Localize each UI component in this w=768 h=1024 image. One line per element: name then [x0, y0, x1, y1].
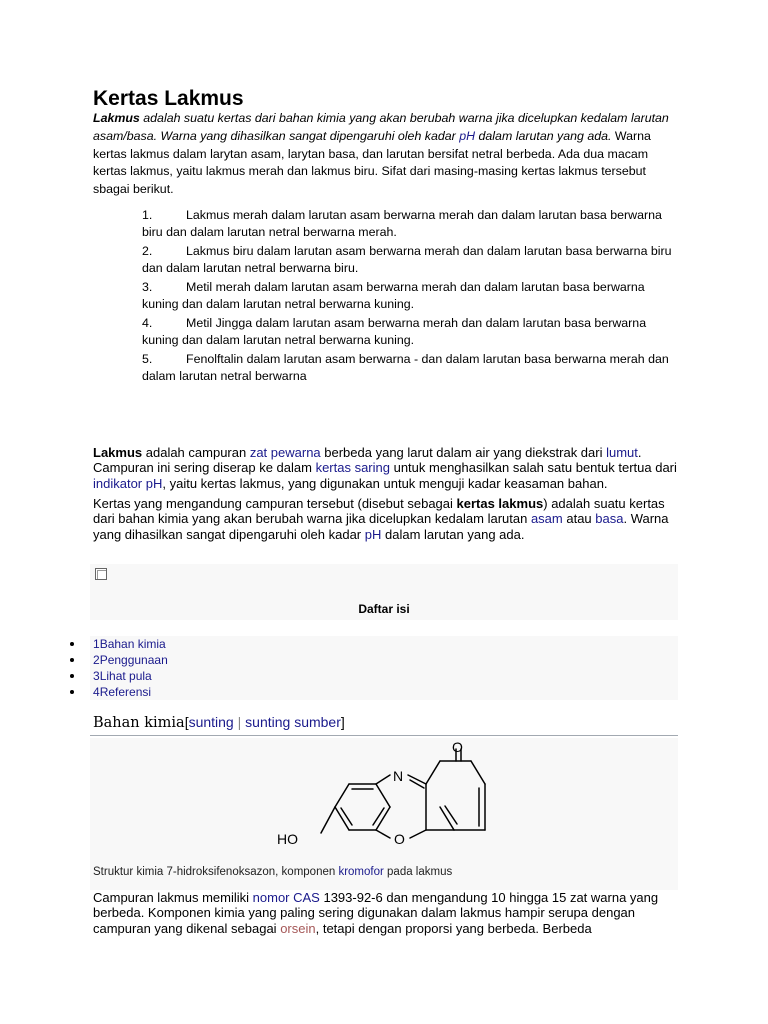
para2-text: Kertas yang mengandung campuran tersebut (disebut sebagai: [93, 496, 457, 511]
toc-number: 2: [93, 653, 100, 667]
para2-text: . Warna yang dihasilkan sangat dipengaruhi oleh kadar: [93, 511, 669, 542]
ph-link-2[interactable]: pH: [364, 526, 382, 542]
kromofor-link[interactable]: kromofor: [338, 866, 384, 878]
toc-link[interactable]: [93, 637, 166, 651]
para1-text: , yaitu kertas lakmus, yang digunakan untuk menguji kadar keasaman bahan.: [162, 475, 608, 491]
section-heading-bahan-kimia: [93, 712, 345, 733]
toc-number: 3: [93, 669, 100, 683]
toc-link[interactable]: [93, 685, 151, 699]
basa-link[interactable]: basa: [595, 511, 624, 527]
list-item: [142, 315, 672, 349]
list-number: 1.: [142, 208, 153, 222]
intro-plain-text: Warna kertas lakmus dalam larytan asam, larytan basa, dan larutan bersifat netral berbeda. Ada dua macam kertas lakmus, yaitu lakmus merah dan lakmus biru. Sifat dari masing-masing kertas lakmus tersebut sbagai berikut.: [93, 128, 651, 197]
section-divider: [90, 735, 678, 736]
section-title: Bahan kimia: [93, 715, 185, 731]
list-text: Metil merah dalam larutan asam berwarna merah dan dalam larutan basa berwarna kuning dan dalam larutan netral berwarna kuning.: [142, 280, 645, 312]
intro-italic-text-2: dalam larutan yang ada.: [475, 128, 612, 143]
nomor-cas-link[interactable]: nomor CAS: [252, 890, 320, 905]
atom-label-o-top: O: [452, 739, 463, 755]
edit-bracket: ]: [340, 714, 345, 730]
toc-list-background: [90, 636, 678, 700]
toc-label: Lihat pula: [99, 669, 152, 683]
list-number: 4.: [142, 316, 153, 330]
list-item: [142, 351, 672, 385]
toc-label: Penggunaan: [99, 653, 168, 667]
edit-separator: |: [237, 714, 242, 730]
figure-caption: [93, 865, 452, 879]
kertas-lakmus-paragraph: [93, 496, 683, 542]
indikator-ph-link[interactable]: indikator pH: [93, 475, 163, 491]
list-number: 2.: [142, 244, 153, 258]
toc-label: Referensi: [99, 685, 152, 699]
intro-italic-text: adalah suatu kertas dari bahan kimia yang akan berubah warna jika dicelupkan kedalam larutan asam/basa. Warna yang dihasilkan sangat dipengaruhi oleh kadar: [93, 111, 669, 143]
lakmus-paragraph: [93, 445, 683, 491]
page-title: Kertas Lakmus: [93, 87, 244, 110]
hydroxyphenoxazone-structure-image: [90, 738, 678, 863]
toc-toggle-checkbox[interactable]: [95, 568, 107, 580]
list-text: Fenolftalin dalam larutan asam berwarna - dan dalam larutan basa berwarna merah dan dalam larutan netral berwarna: [142, 352, 669, 384]
para2-text: atau: [562, 511, 596, 527]
para1-term: Lakmus: [93, 445, 143, 460]
caption-text: pada lakmus: [383, 866, 453, 878]
para1-text: berbeda yang larut dalam air yang diekstrak dari: [320, 445, 607, 460]
toc-link[interactable]: [93, 669, 152, 683]
para1-text: untuk menghasilkan salah satu bentuk tertua dari: [389, 460, 677, 476]
para1-text: adalah campuran: [142, 445, 250, 460]
para2-text: ) adalah suatu kertas dari bahan kimia yang akan berubah warna jika dicelupkan kedalam larutan: [93, 496, 665, 527]
list-number: 5.: [142, 352, 153, 366]
list-item: [142, 243, 672, 277]
kertas-lakmus-bold: kertas lakmus: [456, 496, 544, 511]
toc-item-referensi[interactable]: [70, 684, 168, 700]
toc-number: 4: [93, 685, 100, 699]
atom-label-ho: HO: [277, 831, 298, 847]
list-item: [142, 279, 672, 313]
toc-header-box: [90, 564, 678, 620]
toc-item-lihat-pula[interactable]: [70, 668, 168, 684]
list-text: Lakmus merah dalam larutan asam berwarna merah dan dalam larutan basa berwarna biru dan dalam larutan netral berwarna merah.: [142, 208, 662, 240]
intro-term: Lakmus: [93, 111, 140, 125]
toc-title: Daftar isi: [358, 602, 410, 616]
toc-link[interactable]: [93, 653, 168, 667]
list-text: Lakmus biru dalam larutan asam berwarna merah dan dalam larutan basa berwarna biru dan dalam larutan netral berwarna biru.: [142, 244, 672, 276]
toc-number: 1: [93, 637, 100, 651]
toc-item-bahan-kimia[interactable]: [70, 636, 168, 652]
para2-text: dalam larutan yang ada.: [381, 526, 525, 542]
list-number: 3.: [142, 280, 153, 294]
para3-text: 1393-92-6 dan mengandung 10 hingga 15 zat warna yang berbeda. Komponen kimia yang paling sering digunakan dalam lakmus hampir serupa dengan campuran yang dikenal sebagai: [93, 890, 659, 936]
para3-text: , tetapi dengan proporsi yang berbeda. Berbeda: [315, 920, 592, 936]
atom-label-n: N: [393, 768, 404, 784]
orsein-link[interactable]: orsein: [280, 920, 316, 936]
asam-link[interactable]: asam: [530, 511, 563, 527]
indicator-list: [142, 207, 672, 387]
toc-list: [70, 636, 168, 700]
intro-paragraph: [93, 110, 677, 199]
edit-source-link[interactable]: sunting sumber: [245, 714, 341, 730]
cas-paragraph: [93, 890, 683, 936]
lumut-link[interactable]: lumut: [606, 445, 638, 460]
chemical-structure-figure: [90, 738, 678, 890]
list-item: [142, 207, 672, 241]
edit-bracket: [: [184, 714, 189, 730]
caption-text: Struktur kimia 7-hidroksifenoksazon, komponen: [93, 866, 339, 878]
para1-text: . Campuran ini sering diserap ke dalam: [93, 445, 642, 476]
atom-label-o-ring: O: [394, 831, 405, 847]
para3-text: Campuran lakmus memiliki: [93, 890, 253, 905]
ph-link[interactable]: pH: [459, 128, 476, 143]
zat-pewarna-link[interactable]: zat pewarna: [249, 445, 321, 460]
list-text: Metil Jingga dalam larutan asam berwarna merah dan dalam larutan basa berwarna kuning dan dalam larutan netral berwarna kuning.: [142, 316, 647, 348]
kertas-saring-link[interactable]: kertas saring: [315, 460, 390, 476]
edit-link[interactable]: sunting: [188, 714, 234, 730]
toc-label: Bahan kimia: [99, 637, 166, 651]
toc-item-penggunaan[interactable]: [70, 652, 168, 668]
